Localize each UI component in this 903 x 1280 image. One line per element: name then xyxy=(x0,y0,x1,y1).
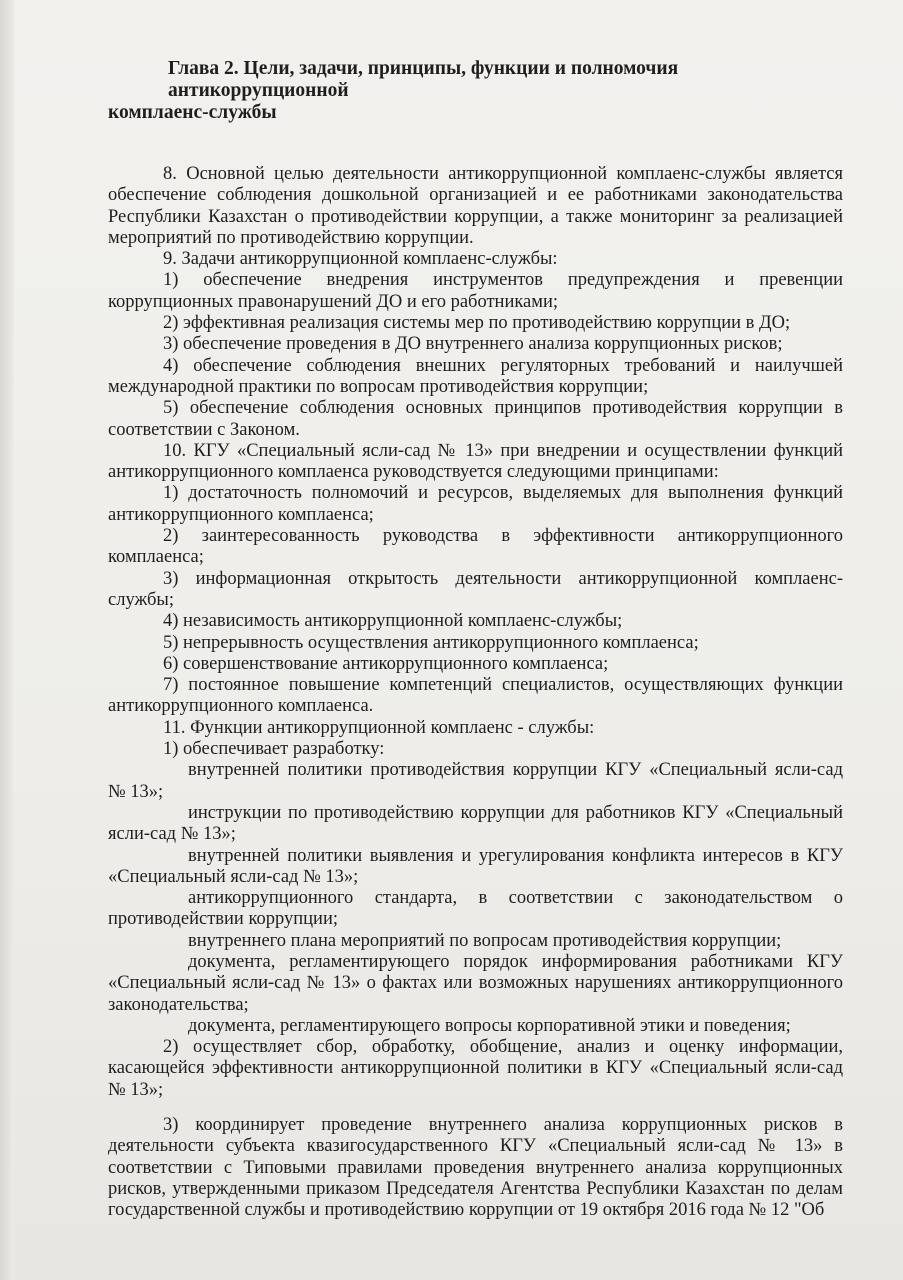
principle-item-7: 7) постоянное повышение компетенций специалистов, осуществляющих функции антикоррупционного комплаенса. xyxy=(108,675,843,717)
paragraph-8: 8. Основной целью деятельности антикоррупционной комплаенс-службы является обеспечение соблюдения дошкольной организацией и ее работниками законодательства Республики Казахстан о противодействии коррупции, а также мониторинг за реализацией мероприятий по противодействию коррупции. xyxy=(108,164,843,248)
principle-item-3: 3) информационная открытость деятельности антикоррупционной комплаенс-службы; xyxy=(108,568,843,610)
page-left-edge xyxy=(0,0,14,1280)
function-sub-item-5: внутреннего плана мероприятий по вопросам противодействия коррупции; xyxy=(188,930,782,951)
chapter-title-line-2: комплаенс-службы xyxy=(108,102,277,123)
function-item-3: 3) координирует проведение внутреннего анализа коррупционных рисков в деятельности субъекта квазигосударственного КГУ «Специальный ясли-сад № 13» в соответствии с Типовыми правилами проведения внутреннего анализа коррупционных рисков, утвержденными приказом Председателя Агентства Республики Казахстан по делам государственной службы и противодействию коррупции от 19 октября 2016 года № 12 "Об xyxy=(108,1115,843,1221)
principle-item-2: 2) заинтересованность руководства в эффективности антикоррупционного комплаенса; xyxy=(108,526,843,568)
principle-item-1: 1) достаточность полномочий и ресурсов, выделяемых для выполнения функций антикоррупционного комплаенса; xyxy=(108,483,843,525)
principle-item-4: 4) независимость антикоррупционной комплаенс-службы; xyxy=(163,611,623,632)
task-item-2: 2) эффективная реализация системы мер по противодействию коррупции в ДО; xyxy=(163,313,791,334)
paragraph-10: 10. КГУ «Специальный ясли-сад № 13» при внедрении и осуществлении функций антикоррупционного комплаенса руководствуется следующими принципами: xyxy=(108,440,843,483)
paragraph-11: 11. Функции антикоррупционной комплаенс - службы: xyxy=(163,717,595,738)
function-sub-item-2: инструкции по противодействию коррупции для работников КГУ «Специальный ясли-сад № 13»; xyxy=(108,802,843,845)
chapter-title xyxy=(108,58,843,124)
task-item-4: 4) обеспечение соблюдения внешних регуляторных требований и наилучшей международной практики по вопросам противодействия коррупции; xyxy=(108,355,843,397)
principle-item-6: 6) совершенствование антикоррупционного комплаенса; xyxy=(163,653,609,674)
function-sub-item-6: документа, регламентирующего порядок информирования работниками КГУ «Специальный ясли-сад № 13» о фактах или возможных нарушениях антикоррупционного законодательства; xyxy=(108,951,843,1015)
task-item-1: 1) обеспечение внедрения инструментов предупреждения и превенции коррупционных правонарушений ДО и его работниками; xyxy=(108,270,843,312)
function-sub-item-7: документа, регламентирующего вопросы корпоративной этики и поведения; xyxy=(188,1015,791,1036)
function-sub-item-4: антикоррупционного стандарта, в соответствии с законодательством о противодействии коррупции; xyxy=(108,888,843,930)
principle-item-5: 5) непрерывность осуществления антикоррупционного комплаенса; xyxy=(163,632,699,653)
function-sub-item-3: внутренней политики выявления и урегулирования конфликта интересов в КГУ «Специальный ясли-сад № 13»; xyxy=(108,845,843,887)
chapter-title-line-1: Глава 2. Цели, задачи, принципы, функции и полномочия антикоррупционной xyxy=(168,58,679,101)
task-item-5: 5) обеспечение соблюдения основных принципов противодействия коррупции в соответствии с Законом. xyxy=(108,398,843,440)
function-sub-item-1: внутренней политики противодействия коррупции КГУ «Специальный ясли-сад № 13»; xyxy=(108,760,843,802)
paragraph-9: 9. Задачи антикоррупционной комплаенс-службы: xyxy=(163,249,558,270)
task-item-3: 3) обеспечение проведения в ДО внутреннего анализа коррупционных рисков; xyxy=(163,334,783,355)
function-item-2: 2) осуществляет сбор, обработку, обобщение, анализ и оценку информации, касающейся эффективности антикоррупционной политики в КГУ «Специальный ясли-сад № 13»; xyxy=(108,1037,843,1100)
function-item-1: 1) обеспечивает разработку: xyxy=(163,739,385,760)
